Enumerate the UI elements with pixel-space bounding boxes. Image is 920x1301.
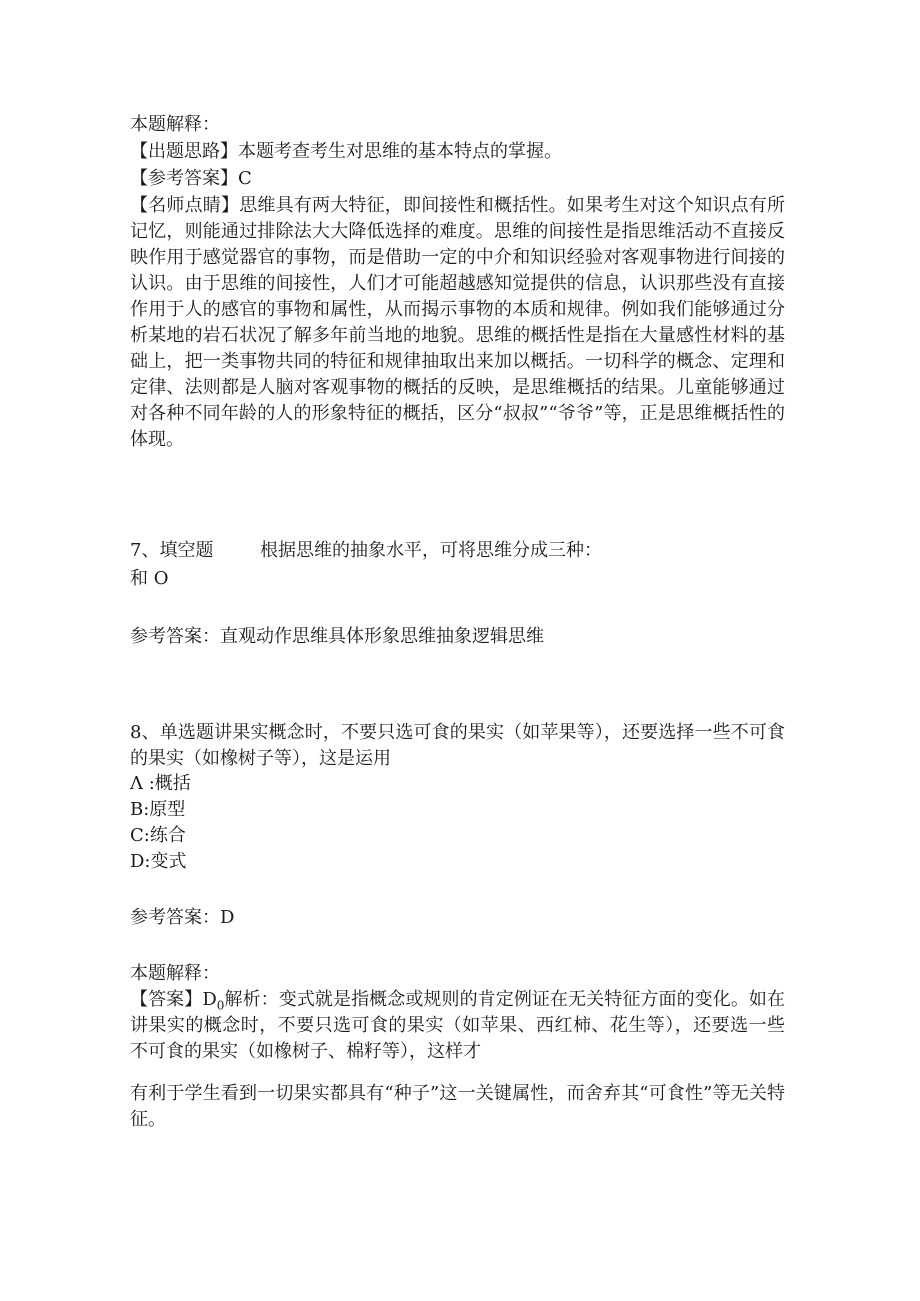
q8-explain-rest: 解析：变式就是指概念或规则的肯定例证在无关特征方面的变化。如在讲果实的概念时，不要只选可食的果实（如苹果、西红柿、花生等），还要选一些不可食的果实（如橡树子、棉籽等），这样才 (130, 989, 785, 1062)
q8-option-b: B:原型 (130, 799, 186, 820)
question-idea: 【出题思路】本题考查考生对思维的基本特点的掌握。 (130, 141, 562, 162)
q8-option-d: D:变式 (130, 851, 187, 872)
q7-number-type: 7、填空题 (130, 540, 214, 561)
q7-header (130, 538, 602, 564)
q8-stem: 8、单选题讲果实概念时，不要只选可食的果实（如苹果等），还要选择一些不可食的果实（如橡树子等），这是运用 (130, 722, 785, 769)
q8-option-a: Λ :概括 (130, 773, 191, 794)
q8-explain-continued: 有利于学生看到一切果实都具有“种子”这一关键属性，而舍弃其“可食性”等无关特征。 (130, 1083, 785, 1130)
teacher-note: 【名师点睛】思维具有两大特征，即间接性和概括性。如果考生对这个知识点有所记忆，则能通过排除法大大降低选择的难度。思维的间接性是指思维活动不直接反映作用于感觉器官的事物，而是借助一定的中介和知识经验对客观事物进行间接的认识。由于思维的间接性，人们才可能超越感知觉提供的信息，认识那些没有直接作用于人的感官的事物和属性，从而揭示事物的本质和规律。例如我们能够通过分析某地的岩石状况了解多年前当地的地貌。思维的概括性是指在大量感性材料的基础上，把一类事物共同的特征和规律抽取出来加以概括。一切科学的概念、定理和定律、法则都是人脑对客观事物的概括的反映，是思维概括的结果。儿童能够通过对各种不同年龄的人的形象特征的概括，区分“叔叔”“爷爷”等，正是思维概括性的体现。 (130, 195, 785, 450)
q7-stem: 根据思维的抽象水平，可将思维分成三种： (260, 540, 602, 561)
q7-stem-continued: 和 O (130, 568, 169, 589)
q8-explain-label: 本题解释： (130, 963, 220, 984)
explain-label: 本题解释： (130, 114, 220, 135)
q8-explanation (130, 987, 785, 1065)
q8-option-c: C:练合 (130, 825, 186, 846)
q7-answer: 参考答案：直观动作思维具体形象思维抽象逻辑思维 (130, 626, 544, 647)
q8-answer: 参考答案：D (130, 907, 235, 928)
q8-explain-subscript: 0 (216, 998, 225, 1013)
q8-explain-prefix: 【答案】D (130, 989, 217, 1010)
reference-answer: 【参考答案】C (130, 168, 252, 189)
